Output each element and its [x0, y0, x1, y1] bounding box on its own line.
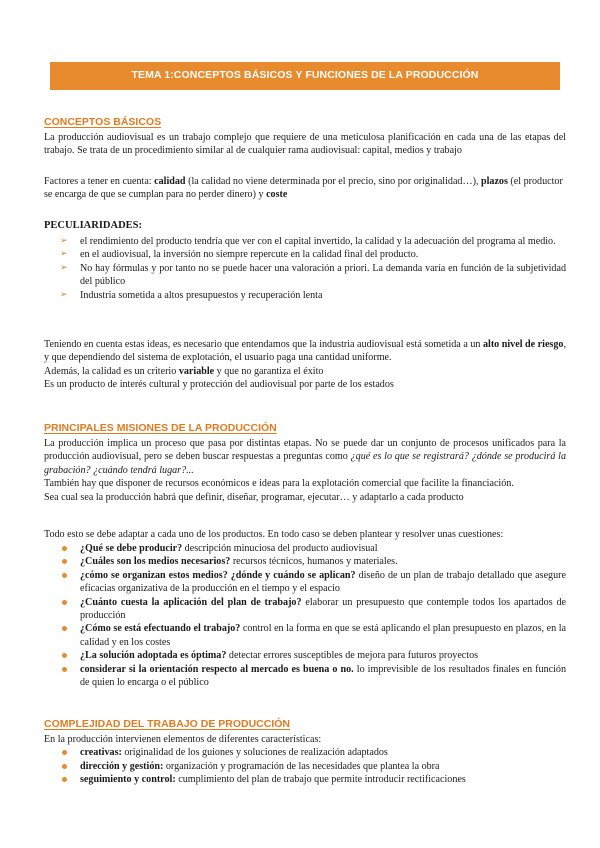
- item-answer: organización y programación de las necesidades que plantea la obra: [163, 760, 440, 772]
- item-answer: diseño de un plan de trabajo detallado que asegure eficacias organizativa de la producción en el tiempo y el espacio: [80, 569, 566, 595]
- item-question: seguimiento y control:: [80, 774, 176, 786]
- riesgo-paragraph: [44, 338, 566, 392]
- bullet-icon: [62, 600, 67, 605]
- bullet-icon: [62, 573, 67, 578]
- text-bold: plazos: [480, 176, 508, 187]
- paragraph: Sea cual sea la producción habrá que definir, diseñar, programar, ejecutar… y adaptarlo a cada producto: [44, 491, 464, 503]
- subheading: PECULIARIDADES:: [44, 220, 143, 231]
- list-item: [44, 248, 566, 261]
- list-item: [44, 235, 566, 248]
- list-item: [44, 746, 566, 759]
- text-run: La producción implica un proceso que pasa por distintas etapas. No se puede dar un conjunto de procesos unificados para la producción audiovisual, pero se deben buscar respuestas a preguntas como: [44, 438, 566, 463]
- text-run: (el productor se encarga de que se cumplan para no perder dinero) y: [44, 176, 563, 201]
- intro-paragraph: La producción audiovisual es un trabajo complejo que requiere de una meticulosa planificación en cada una de las etapas del trabajo. Se trata de un procedimiento similar al de cualquier rama audiovisual: capital, medios y trabajo: [44, 132, 566, 157]
- item-question: creativas:: [80, 747, 122, 759]
- factores-paragraph: [44, 175, 566, 202]
- paragraph: En la producción intervienen elementos de diferentes características:: [44, 734, 322, 745]
- item-answer: descripción minuciosa del producto audiovisual: [182, 543, 378, 554]
- list-item-text: el rendimiento del producto tendría que ver con el capital invertido, la calidad y la adecuación del programa al medio.: [80, 236, 556, 247]
- item-question: dirección y gestión:: [80, 760, 164, 772]
- arrow-bullet-icon: ➢: [60, 262, 68, 273]
- item-question: ¿La solución adoptada es óptima?: [80, 650, 227, 662]
- list-item: [44, 773, 566, 786]
- section-title-conceptos: CONCEPTOS BÁSICOS: [44, 116, 162, 128]
- item-answer: cumplimiento del plan de trabajo que permite introducir rectificaciones: [175, 774, 466, 786]
- title-banner: [50, 62, 560, 90]
- peculiaridades-list: [44, 235, 566, 302]
- bullet-icon: [62, 546, 67, 551]
- item-answer: control en la forma en que se está aplicando el plan presupuesto en plazos, en la calidad y en los costes: [80, 623, 566, 648]
- bullet-icon: [62, 777, 67, 782]
- bullet-icon: [62, 626, 67, 631]
- text-bold: alto nivel de riesgo: [482, 339, 564, 350]
- bullet-icon: [62, 559, 67, 564]
- list-item: [44, 289, 566, 302]
- paragraph: Es un producto de interés cultural y protección del audiovisual por parte de los estados: [44, 379, 394, 391]
- item-answer: lo imprevisible de los resultados finales en función de quien lo encarga o el público: [80, 663, 567, 689]
- list-item: [44, 569, 566, 596]
- text-run: Factores a tener en cuenta:: [44, 176, 155, 187]
- cuestiones-list: [44, 542, 566, 689]
- arrow-bullet-icon: ➢: [60, 289, 68, 300]
- item-question: ¿Cómo se está efectuando el trabajo?: [80, 623, 241, 635]
- list-item: [44, 649, 566, 662]
- paragraph: Todo esto se debe adaptar a cada uno de los productos. En todo caso se deben plantear y resolver unas cuestiones:: [44, 529, 504, 540]
- list-item-text: Industria sometida a altos presupuestos y recuperación lenta: [80, 289, 323, 301]
- item-question: considerar si la orientación respecto al mercado es buena o no.: [80, 663, 354, 675]
- bullet-icon: [62, 764, 67, 769]
- section-intro: [44, 131, 566, 158]
- text-run: (la calidad no viene determinada por el precio, sino por originalidad…),: [185, 176, 481, 187]
- item-answer: detectar errores susceptibles de mejora para futuros proyectos: [226, 650, 479, 662]
- paragraph: También hay que disponer de recursos económicos e ideas para la explotación comercial que facilite la financiación.: [44, 478, 514, 490]
- list-item-text: en el audiovisual, la inversión no siempre repercute en la calidad final del producto.: [80, 249, 419, 261]
- section-title-misiones: PRINCIPALES MISIONES DE LA PRODUCCIÓN: [44, 422, 277, 434]
- misiones-intro: [44, 437, 566, 504]
- item-answer: elaborar un presupuesto que contemple todos los apartados de producción: [80, 596, 566, 622]
- section-title-complejidad: COMPLEJIDAD DEL TRABAJO DE PRODUCCIÓN: [44, 718, 290, 730]
- list-item-text: No hay fórmulas y por tanto no se puede hacer una valoración a priori. La demanda varía en función de la subjetividad del público: [80, 262, 566, 288]
- item-question: ¿cómo se organizan estos medios? ¿dónde y cuándo se aplican?: [80, 569, 356, 581]
- text-bold: variable: [178, 365, 215, 377]
- item-answer: originalidad de los guiones y soluciones de realización adaptados: [121, 747, 388, 759]
- text-bold: coste: [266, 189, 288, 201]
- text-run: Además, la calidad es un criterio: [44, 365, 179, 377]
- list-item: [44, 555, 566, 568]
- item-question: ¿Cuáles son los medios necesarios?: [80, 556, 231, 568]
- complejidad-block: [44, 733, 566, 787]
- list-item: [44, 622, 566, 649]
- arrow-bullet-icon: ➢: [60, 236, 68, 246]
- cuestiones-intro: [44, 528, 566, 541]
- bullet-icon: [62, 667, 67, 672]
- item-answer: recursos técnicos, humanos y materiales.: [230, 556, 398, 568]
- document-title: TEMA 1:CONCEPTOS BÁSICOS Y FUNCIONES DE LA PRODUCCIÓN: [131, 69, 479, 82]
- list-item: [44, 663, 566, 690]
- bullet-icon: [62, 653, 67, 658]
- text-bold: calidad: [154, 176, 186, 187]
- text-italic: ¿qué es lo que se registrará? ¿dónde se producirá la grabación? ¿cuándo tendrá lugar?...: [44, 451, 566, 476]
- text-run: Teniendo en cuenta estas ideas, es necesario que entendamos que la industria audiovisual está sometida a un: [44, 339, 483, 350]
- peculiaridades-heading: [44, 219, 566, 232]
- list-item: [44, 262, 566, 289]
- text-run: , y que dependiendo del sistema de explotación, el usuario paga una cantidad uniforme.: [44, 339, 566, 364]
- item-question: ¿Qué se debe producir?: [80, 543, 183, 554]
- bullet-icon: [62, 750, 67, 755]
- arrow-bullet-icon: ➢: [60, 249, 68, 260]
- text-run: y que no garantiza el éxito: [214, 365, 324, 377]
- list-item: [44, 542, 566, 555]
- item-question: ¿Cuánto cuesta la aplicación del plan de trabajo?: [80, 596, 302, 608]
- list-item: [44, 760, 566, 773]
- list-item: [44, 596, 566, 623]
